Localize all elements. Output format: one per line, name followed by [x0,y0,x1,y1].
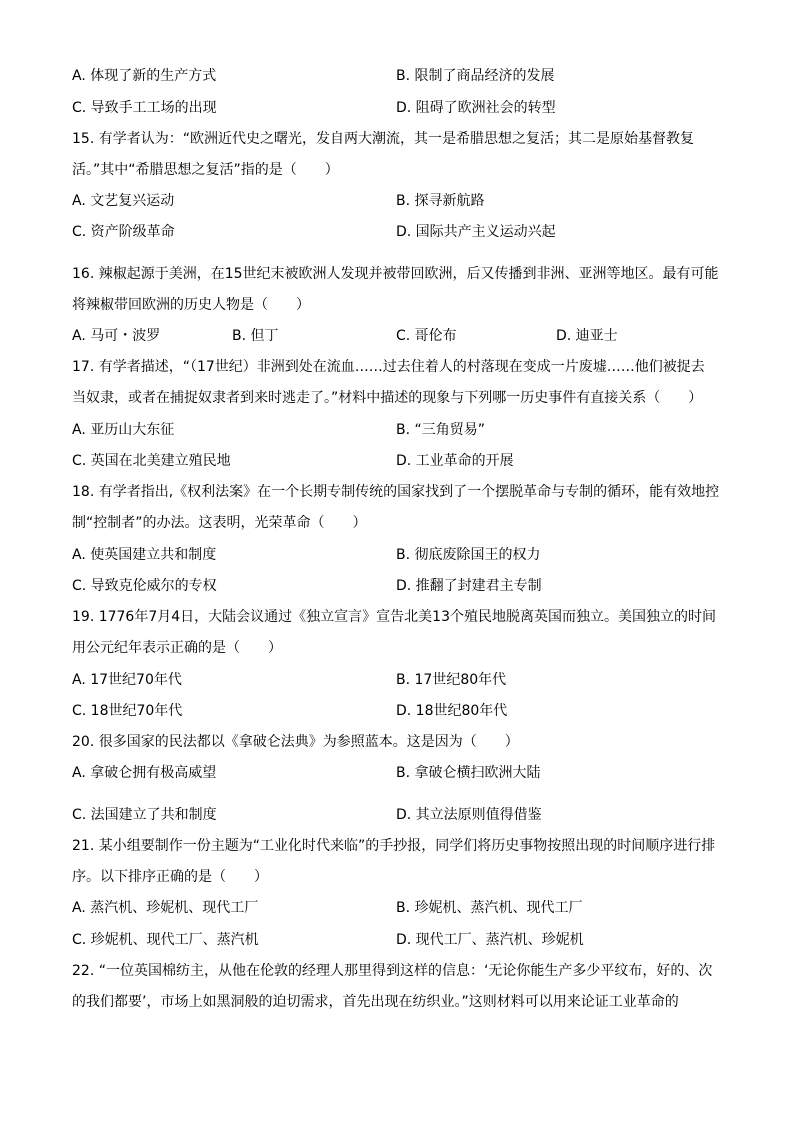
q18-stem-line-1: 18. 有学者指出,《权利法案》在一个长期专制传统的国家找到了一个摆脱革命与专制的循环，能有效地控 [72,484,720,500]
q15-stem-line-1: 15. 有学者认为：“欧洲近代史之曙光，发自两大潮流，其一是希腊思想之复活；其二是原始基督教复 [72,131,694,147]
q15-option-a: A. 文艺复兴运动 [72,193,175,209]
q19-option-c: C. 18世纪70年代 [72,703,183,719]
q21-option-b: B. 珍妮机、蒸汽机、现代工厂 [396,900,583,916]
q18-option-a: A. 使英国建立共和制度 [72,547,217,563]
q21-option-a: A. 蒸汽机、珍妮机、现代工厂 [72,900,259,916]
q18-option-d: D. 推翻了封建君主专制 [396,578,542,594]
q20-option-b: B. 拿破仑横扫欧洲大陆 [396,765,541,781]
q15-option-d: D. 国际共产主义运动兴起 [396,224,556,240]
q22-stem-line-1: 22. “一位英国棉纺主，从他在伦敦的经理人那里得到这样的信息：‘无论你能生产多少平纹布，好的、次 [72,963,713,979]
q17-option-c: C. 英国在北美建立殖民地 [72,453,231,469]
q19-option-a: A. 17世纪70年代 [72,672,182,688]
q20-option-d: D. 其立法原则值得借鉴 [396,807,542,823]
q20-stem-line-1: 20. 很多国家的民法都以《拿破仑法典》为参照蓝本。这是因为（ ） [72,734,519,750]
q15-stem-line-2: 活。”其中“希腊思想之复活”指的是（ ） [72,162,339,178]
q18-stem-line-2: 制“控制者”的办法。这表明，光荣革命（ ） [72,515,367,531]
q21-stem-line-1: 21. 某小组要制作一份主题为“工业化时代来临”的手抄报，同学们将历史事物按照出现的时间顺序进行排 [72,838,716,854]
q17-option-a: A. 亚历山大东征 [72,422,175,438]
q20-option-c: C. 法国建立了共和制度 [72,807,217,823]
q17-stem-line-2: 当奴隶，或者在捕捉奴隶者到来时逃走了。”材料中描述的现象与下列哪一历史事件有直接关系（ ） [72,390,703,406]
q14-option-b: B. 限制了商品经济的发展 [396,68,555,84]
q19-option-d: D. 18世纪80年代 [396,703,508,719]
q22-stem-line-2: 的我们都要’，市场上如黑洞般的迫切需求，首先出现在纺织业。”这则材料可以用来论证工业革命的 [72,994,679,1010]
q15-option-c: C. 资产阶级革命 [72,224,175,240]
q16-stem-line-2: 将辣椒带回欧洲的历史人物是（ ） [72,297,310,313]
q17-option-b: B. “三角贸易” [396,422,486,438]
q16-stem-line-1: 16. 辣椒起源于美洲，在15世纪末被欧洲人发现并被带回欧洲，后又传播到非洲、亚洲等地区。最有可能 [72,266,719,282]
q14-option-c: C. 导致手工工场的出现 [72,100,217,116]
q14-option-a: A. 体现了新的生产方式 [72,68,217,84]
q18-option-b: B. 彻底废除国王的权力 [396,547,541,563]
q19-stem-line-1: 19. 1776年7月4日，大陆会议通过《独立宣言》宣告北美13个殖民地脱离英国而独立。美国独立的时间 [72,609,716,625]
q19-stem-line-2: 用公元纪年表示正确的是（ ） [72,640,282,656]
q17-stem-line-1: 17. 有学者描述，“（17世纪）非洲到处在流血……过去住着人的村落现在变成一片废墟……他们被捉去 [72,359,705,375]
q14-option-d: D. 阻碍了欧洲社会的转型 [396,100,556,116]
q21-stem-line-2: 序。以下排序正确的是（ ） [72,869,268,885]
q15-option-b: B. 探寻新航路 [396,193,485,209]
q21-option-d: D. 现代工厂、蒸汽机、珍妮机 [396,932,584,948]
q18-option-c: C. 导致克伦威尔的专权 [72,578,217,594]
q16-option-a: A. 马可・波罗 [72,328,161,344]
q16-option-c: C. 哥伦布 [396,328,457,344]
q21-option-c: C. 珍妮机、现代工厂、蒸汽机 [72,932,259,948]
q20-option-a: A. 拿破仑拥有极高威望 [72,765,217,781]
q17-option-d: D. 工业革命的开展 [396,453,514,469]
q16-option-b: B. 但丁 [232,328,279,344]
q16-option-d: D. 迪亚士 [556,328,618,344]
q19-option-b: B. 17世纪80年代 [396,672,507,688]
